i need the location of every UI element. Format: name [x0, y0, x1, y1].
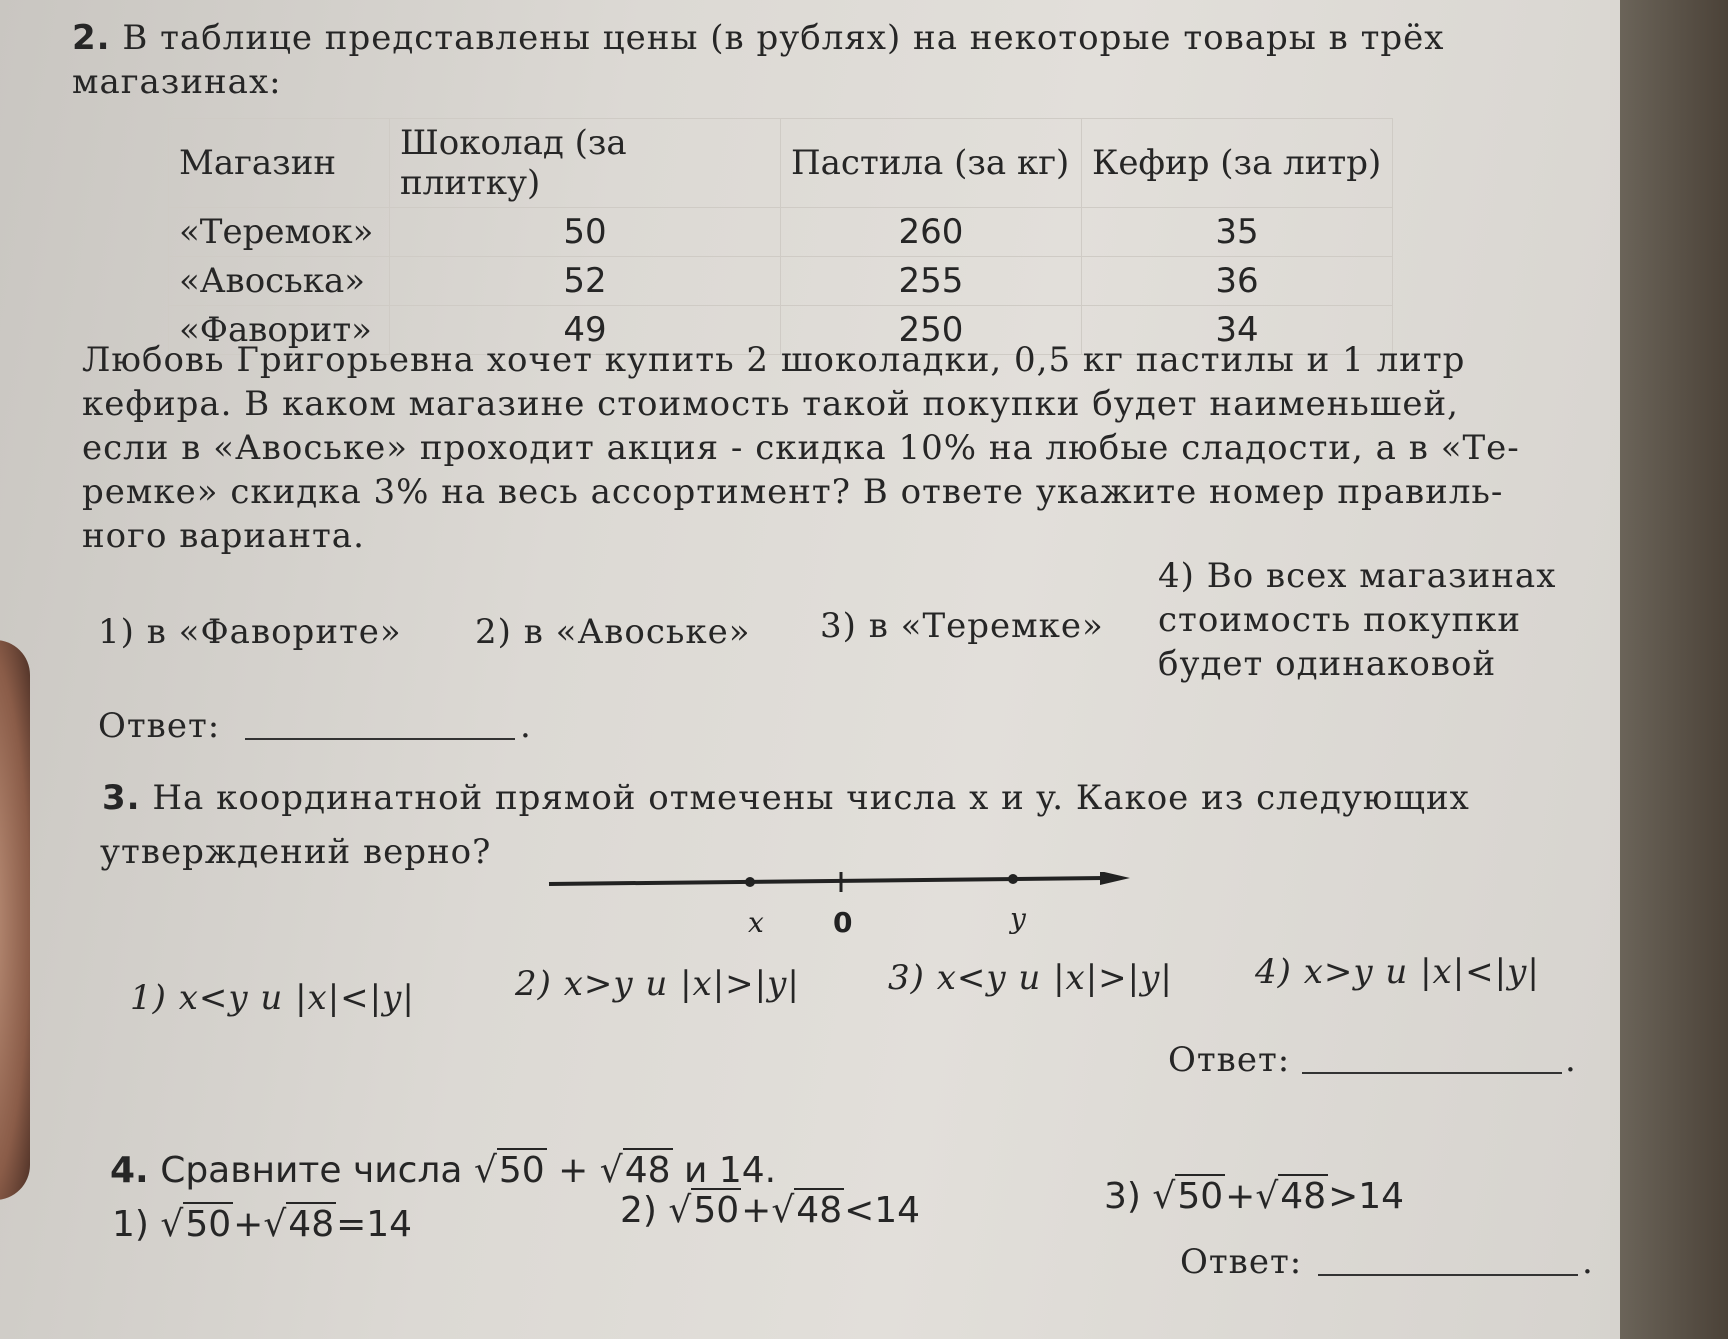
task2-option-4-line[interactable]: будет одинаковой: [1158, 644, 1497, 684]
plus-sign: +: [558, 1150, 589, 1191]
table-cell-store: «Фаворит»: [169, 306, 390, 355]
task4-answer-dot: .: [1582, 1242, 1594, 1282]
label-y: y: [1010, 902, 1026, 935]
task3-number: 3.: [102, 778, 141, 818]
task2-option-2[interactable]: 2) в «Авоське»: [475, 612, 751, 652]
background-edge: [1620, 0, 1728, 1339]
sqrt-icon: √: [771, 1190, 795, 1231]
table-cell: 255: [781, 257, 1082, 306]
table-cell: 260: [781, 208, 1082, 257]
point-x: [745, 877, 755, 887]
radicand: 50: [185, 1204, 232, 1245]
radicand: 50: [693, 1190, 740, 1231]
task2-line2: магазинах:: [72, 62, 282, 102]
sqrt-icon: √: [160, 1204, 184, 1245]
table-header: Магазин: [169, 119, 390, 208]
relation: >14: [1328, 1176, 1405, 1217]
sqrt-icon: √: [1255, 1176, 1279, 1217]
task4-radicand-b: 48: [624, 1150, 671, 1191]
table-cell: 49: [390, 306, 781, 355]
task2-text-line: ного варианта.: [82, 516, 365, 556]
task2-text-line: Любовь Григорьевна хочет купить 2 шоколадки, 0,5 кг пастилы и 1 литр: [82, 340, 1466, 380]
option-number: 2): [620, 1190, 657, 1231]
table-cell: 250: [781, 306, 1082, 355]
finger-edge: [0, 640, 30, 1200]
plus-sign: +: [741, 1190, 772, 1231]
point-y: [1008, 874, 1018, 884]
task2-line1: [72, 18, 1444, 58]
task4-number: 4.: [110, 1150, 149, 1191]
task2-number: 2.: [72, 18, 111, 58]
task3-option-1[interactable]: 1) x<y и |x|<|y|: [130, 978, 415, 1018]
sqrt-icon: √: [668, 1190, 692, 1231]
task3-answer-field[interactable]: [1302, 1072, 1562, 1074]
plus-sign: +: [1225, 1176, 1256, 1217]
task3-answer-dot: .: [1565, 1040, 1577, 1080]
number-line-axis: [549, 878, 1105, 884]
table-cell: 36: [1082, 257, 1393, 306]
relation: <14: [844, 1190, 921, 1231]
table-row: [169, 257, 1393, 306]
sqrt-icon: √: [1152, 1176, 1176, 1217]
number-line: [545, 872, 1145, 962]
task3-line1-text: На координатной прямой отмечены числа x и y. Какое из следующих: [152, 778, 1470, 818]
task3-line1: [102, 778, 1470, 818]
table-header: Пастила (за кг): [781, 119, 1082, 208]
label-x: x: [748, 906, 764, 939]
task4-prefix: Сравните числа: [160, 1150, 463, 1191]
task2-line1-text: В таблице представлены цены (в рублях) на некоторые товары в трёх: [122, 18, 1445, 58]
task2-option-3[interactable]: 3) в «Теремке»: [820, 606, 1104, 646]
radicand: 48: [1280, 1176, 1327, 1217]
table-header: Шоколад (за плитку): [390, 119, 781, 208]
table-cell: 50: [390, 208, 781, 257]
table-cell: 35: [1082, 208, 1393, 257]
task2-text-line: если в «Авоське» проходит акция - скидка 10% на любые сладости, а в «Те-: [82, 428, 1520, 468]
task4-suffix: и 14.: [684, 1150, 777, 1191]
table-cell-store: «Авоська»: [169, 257, 390, 306]
task4-line1: [110, 1150, 776, 1191]
table-cell-store: «Теремок»: [169, 208, 390, 257]
table-row: [169, 208, 1393, 257]
task2-text-line: кефира. В каком магазине стоимость такой покупки будет наименьшей,: [82, 384, 1459, 424]
price-table: [168, 118, 1393, 355]
table-cell: 34: [1082, 306, 1393, 355]
task4-radicand-a: 50: [498, 1150, 545, 1191]
table-header-row: [169, 119, 1393, 208]
task2-answer-field[interactable]: [245, 738, 515, 740]
radicand: 50: [1177, 1176, 1224, 1217]
plus-sign: +: [233, 1204, 264, 1245]
arrow-icon: [1100, 872, 1130, 885]
task2-option-1[interactable]: 1) в «Фаворите»: [98, 612, 402, 652]
sqrt-icon: √: [473, 1150, 497, 1191]
task4-answer-label: Ответ:: [1180, 1242, 1303, 1282]
sqrt-icon: √: [599, 1150, 623, 1191]
task3-option-2[interactable]: 2) x>y и |x|>|y|: [515, 964, 800, 1004]
sqrt-icon: √: [263, 1204, 287, 1245]
task2-answer-dot: .: [520, 706, 532, 746]
task3-option-4[interactable]: 4) x>y и |x|<|y|: [1255, 952, 1540, 992]
task2-text-line: ремке» скидка 3% на весь ассортимент? В ответе укажите номер правиль-: [82, 472, 1504, 512]
table-cell: 52: [390, 257, 781, 306]
radicand: 48: [288, 1204, 335, 1245]
table-header: Кефир (за литр): [1082, 119, 1393, 208]
task4-option-2[interactable]: [620, 1190, 920, 1231]
task3-option-3[interactable]: 3) x<y и |x|>|y|: [888, 958, 1173, 998]
task3-answer-label: Ответ:: [1168, 1040, 1291, 1080]
task4-answer-field[interactable]: [1318, 1274, 1578, 1276]
task4-option-3[interactable]: [1104, 1176, 1404, 1217]
relation: =14: [336, 1204, 413, 1245]
task3-line2: утверждений верно?: [100, 832, 492, 872]
task2-option-4-line[interactable]: стоимость покупки: [1158, 600, 1522, 640]
task4-option-1[interactable]: [112, 1204, 412, 1245]
option-number: 1): [112, 1204, 149, 1245]
label-zero: 0: [833, 906, 853, 939]
task2-answer-label: Ответ:: [98, 706, 221, 746]
option-number: 3): [1104, 1176, 1141, 1217]
radicand: 48: [796, 1190, 843, 1231]
task2-option-4-line[interactable]: 4) Во всех магазинах: [1158, 556, 1557, 596]
